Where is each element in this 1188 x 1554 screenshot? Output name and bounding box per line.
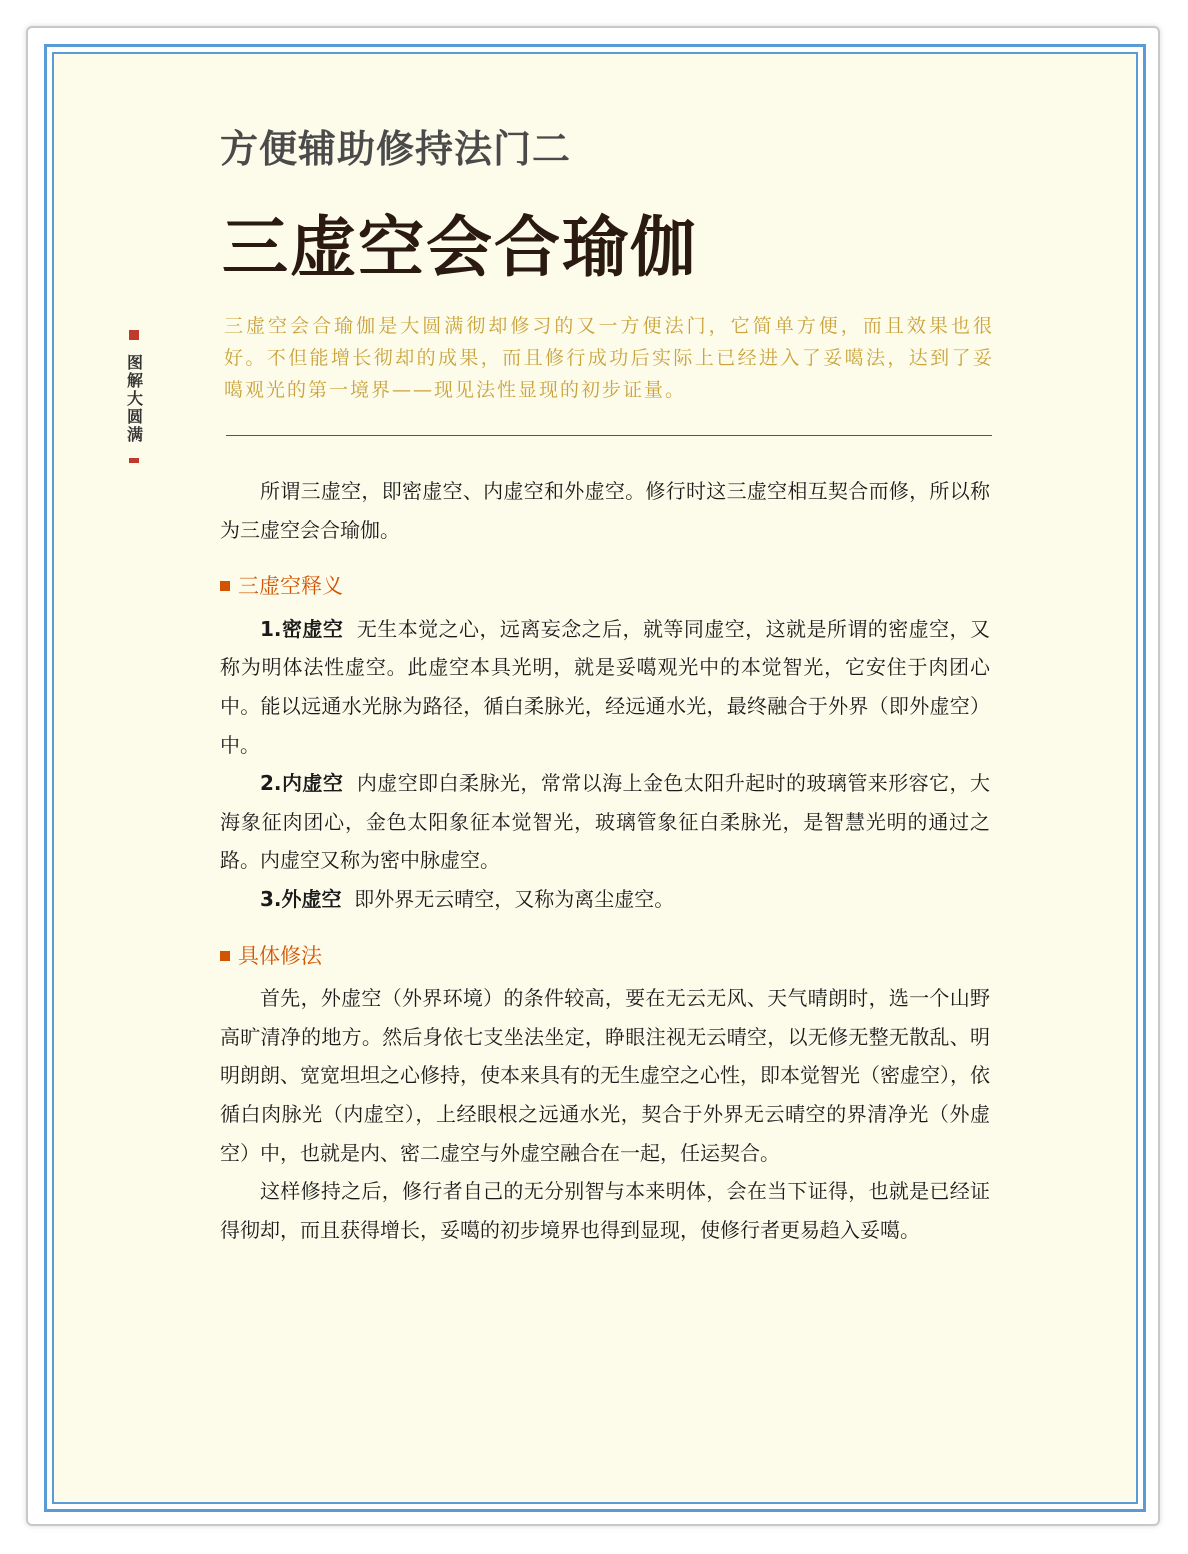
side-tab (122, 330, 146, 463)
definition-item (220, 880, 990, 919)
section-heading-method (220, 937, 990, 976)
divider (226, 435, 992, 436)
definition-term: 1.密虚空 (260, 616, 344, 641)
section-heading-definitions (220, 567, 990, 606)
side-label: 图解大圆满 (124, 354, 144, 444)
side-mark-top (129, 330, 139, 340)
section-heading-label: 具体修法 (238, 943, 322, 968)
definition-term: 2.内虚空 (260, 771, 344, 796)
method-paragraph: 这样修持之后，修行者自己的无分别智与本来明体，会在当下证得，也就是已经证得彻却，而且获得增长，妥噶的初步境界也得到显现，使修行者更易趋入妥噶。 (220, 1179, 990, 1242)
intro-paragraph: 三虚空会合瑜伽是大圆满彻却修习的又一方便法门，它简单方便，而且效果也很好。不但能增长彻却的成果，而且修行成功后实际上已经进入了妥噶法，达到了妥噶观光的第一境界——现见法性显现的初步证量。 (224, 315, 994, 401)
method-paragraph: 首先，外虚空（外界环境）的条件较高，要在无云无风、天气晴朗时，选一个山野高旷清净的地方。然后身依七支坐法坐定，睁眼注视无云晴空，以无修无整无散乱、明明朗朗、宽宽坦坦之心修持，使本来具有的无生虚空之心性，即本觉智光（密虚空），依循白肉脉光（内虚空），上经眼根之远通水光，契合于外界无云晴空的界清净光（外虚空）中，也就是内、密二虚空与外虚空融合在一起，任运契合。 (220, 986, 990, 1165)
series-title: 方便辅助修持法门二 (220, 127, 572, 171)
section-heading-label: 三虚空释义 (238, 574, 343, 599)
definition-text: 无生本觉之心，远离妄念之后，就等同虚空，这就是所谓的密虚空，又称为明体法性虚空。此虚空本具光明，就是妥噶观光中的本觉智光，它安住于肉团心中。能以远通水光脉为路径，循白柔脉光，经远通水光，最终融合于外界（即外虚空）中。 (220, 616, 990, 757)
opening-paragraph: 所谓三虚空，即密虚空、内虚空和外虚空。修行时这三虚空相互契合而修，所以称为三虚空会合瑜伽。 (220, 479, 990, 542)
definition-item (220, 764, 990, 880)
definition-text: 即外界无云晴空，又称为离尘虚空。 (354, 886, 675, 911)
square-bullet-icon (220, 581, 230, 591)
definition-term: 3.外虚空 (260, 886, 342, 911)
definition-item (220, 610, 990, 764)
body-text (220, 472, 990, 1249)
document-page (52, 52, 1138, 1504)
square-bullet-icon (220, 951, 230, 961)
page-title: 三虚空会合瑜伽 (222, 208, 698, 286)
side-mark-bottom (129, 458, 139, 463)
definition-text: 内虚空即白柔脉光，常常以海上金色太阳升起时的玻璃管来形容它，大海象征肉团心，金色太阳象征本觉智光，玻璃管象征白柔脉光，是智慧光明的通过之路。内虚空又称为密中脉虚空。 (220, 771, 990, 873)
